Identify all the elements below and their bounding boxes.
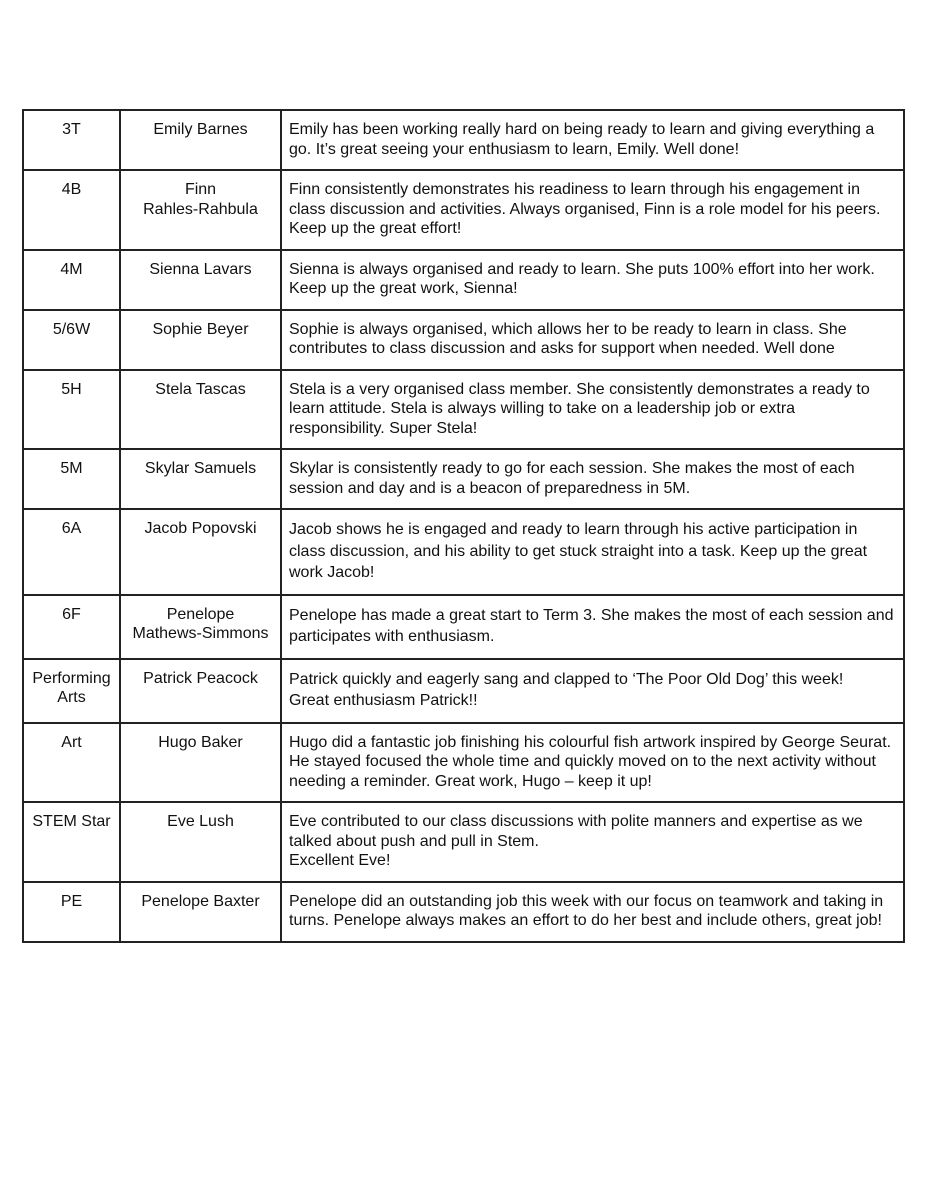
comment-cell: Sienna is always organised and ready to learn. She puts 100% effort into her work. Keep up the great work, Sienna! [281, 250, 904, 310]
class-cell: 6A [23, 509, 120, 595]
table-row [23, 509, 904, 595]
comment-cell: Patrick quickly and eagerly sang and clapped to ‘The Poor Old Dog’ this week! Great enthusiasm Patrick!! [281, 659, 904, 723]
table-row [23, 310, 904, 370]
table-row [23, 110, 904, 170]
student-name-cell: Skylar Samuels [120, 449, 281, 509]
student-name-cell: Penelope Mathews-Simmons [120, 595, 281, 659]
comment-cell: Hugo did a fantastic job finishing his colourful fish artwork inspired by George Seurat. He stayed focused the whole time and quickly moved on to the next activity without needing a reminder. Great work, Hugo – keep it up! [281, 723, 904, 803]
student-name-cell: Finn Rahles-Rahbula [120, 170, 281, 250]
class-cell: 3T [23, 110, 120, 170]
comment-cell: Penelope did an outstanding job this week with our focus on teamwork and taking in turns. Penelope always makes an effort to do her best and include others, great job! [281, 882, 904, 942]
comment-cell: Jacob shows he is engaged and ready to learn through his active participation in class discussion, and his ability to get stuck straight into a task. Keep up the great work Jacob! [281, 509, 904, 595]
class-cell: Performing Arts [23, 659, 120, 723]
class-cell: 4B [23, 170, 120, 250]
comment-cell: Eve contributed to our class discussions with polite manners and expertise as we talked about push and pull in Stem. Excellent Eve! [281, 802, 904, 882]
student-name-cell: Stela Tascas [120, 370, 281, 450]
student-name-cell: Emily Barnes [120, 110, 281, 170]
class-cell: Art [23, 723, 120, 803]
table-row [23, 370, 904, 450]
class-cell: STEM Star [23, 802, 120, 882]
awards-table [22, 109, 905, 943]
class-cell: 5H [23, 370, 120, 450]
student-name-cell: Jacob Popovski [120, 509, 281, 595]
class-cell: 5M [23, 449, 120, 509]
student-name-cell: Eve Lush [120, 802, 281, 882]
table-row [23, 170, 904, 250]
table-row [23, 882, 904, 942]
class-cell: 4M [23, 250, 120, 310]
table-row [23, 802, 904, 882]
comment-cell: Sophie is always organised, which allows her to be ready to learn in class. She contributes to class discussion and asks for support when needed. Well done [281, 310, 904, 370]
student-name-cell: Penelope Baxter [120, 882, 281, 942]
student-name-cell: Patrick Peacock [120, 659, 281, 723]
class-cell: 5/6W [23, 310, 120, 370]
table-row [23, 595, 904, 659]
comment-cell: Penelope has made a great start to Term 3. She makes the most of each session and participates with enthusiasm. [281, 595, 904, 659]
table-row [23, 723, 904, 803]
student-name-cell: Sienna Lavars [120, 250, 281, 310]
table-row [23, 449, 904, 509]
comment-cell: Skylar is consistently ready to go for each session. She makes the most of each session and day and is a beacon of preparedness in 5M. [281, 449, 904, 509]
class-cell: PE [23, 882, 120, 942]
comment-cell: Emily has been working really hard on being ready to learn and giving everything a go. It’s great seeing your enthusiasm to learn, Emily. Well done! [281, 110, 904, 170]
comment-cell: Stela is a very organised class member. She consistently demonstrates a ready to learn attitude. Stela is always willing to take on a leadership job or extra responsibility. Super Stela! [281, 370, 904, 450]
student-name-cell: Hugo Baker [120, 723, 281, 803]
table-row [23, 659, 904, 723]
class-cell: 6F [23, 595, 120, 659]
table-row [23, 250, 904, 310]
comment-cell: Finn consistently demonstrates his readiness to learn through his engagement in class discussion and activities. Always organised, Finn is a role model for his peers. Keep up the great effort! [281, 170, 904, 250]
student-name-cell: Sophie Beyer [120, 310, 281, 370]
